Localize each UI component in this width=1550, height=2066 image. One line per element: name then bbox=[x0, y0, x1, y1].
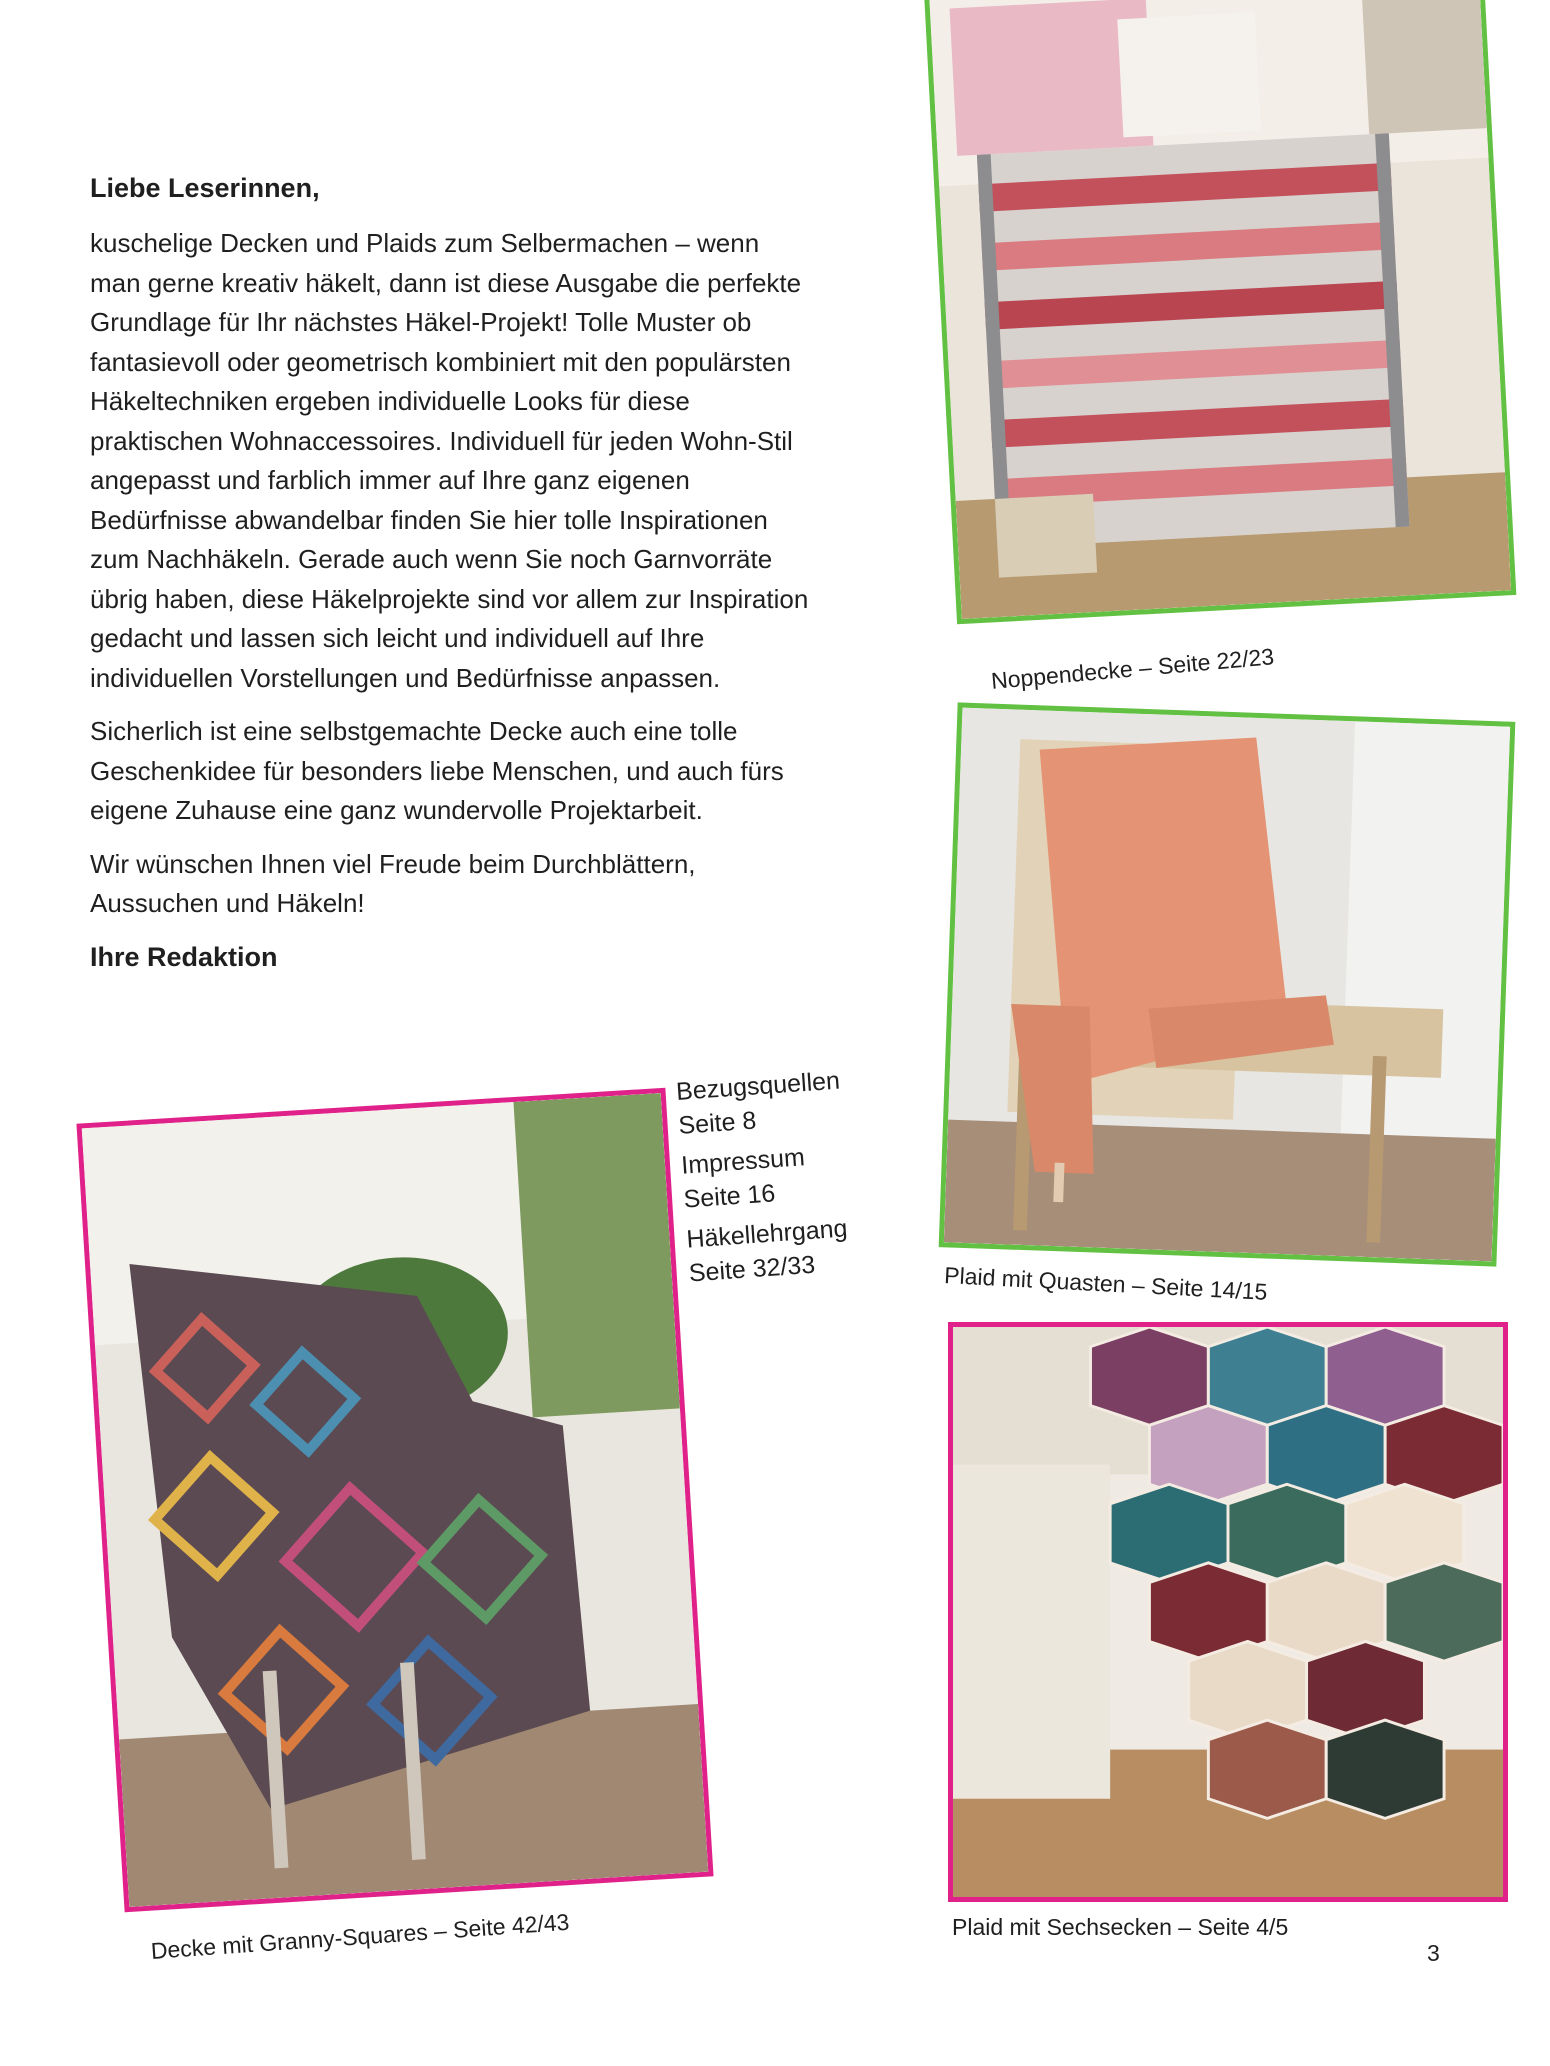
photo-quasten bbox=[939, 702, 1516, 1266]
signature: Ihre Redaktion bbox=[90, 941, 278, 972]
greeting-heading: Liebe Leserinnen, bbox=[90, 173, 320, 203]
ref-haekellehrgang-label: Häkellehrgang bbox=[685, 1214, 849, 1254]
photo-noppendecke bbox=[924, 0, 1517, 624]
ref-impressum-page: Seite 16 bbox=[682, 1179, 777, 1214]
intro-letter bbox=[90, 170, 810, 991]
caption-quasten: Plaid mit Quasten – Seite 14/15 bbox=[943, 1262, 1269, 1305]
ref-bezugsquellen-label: Bezugsquellen bbox=[675, 1066, 841, 1106]
page-number: 3 bbox=[1427, 1940, 1440, 1966]
caption-granny-squares: Decke mit Granny-Squares – Seite 42/43 bbox=[150, 1908, 571, 1964]
intro-paragraph-2: Sicherlich ist eine selbstgemachte Decke auch eine tolle Geschenkidee für besonders liebe Menschen, und auch fürs eigene Zuhause eine ganz wundervolle Projektarbeit. bbox=[90, 716, 784, 825]
references-list bbox=[675, 1064, 854, 1291]
intro-paragraph-3: Wir wünschen Ihnen viel Freude beim Durchblättern, Aussuchen und Häkeln! bbox=[90, 848, 696, 918]
photo-granny-squares bbox=[76, 1088, 713, 1913]
photo-sechsecken bbox=[948, 1322, 1508, 1902]
caption-noppendecke: Noppendecke – Seite 22/23 bbox=[990, 643, 1276, 694]
intro-paragraph-1: kuschelige Decken und Plaids zum Selbermachen – wenn man gerne kreativ häkelt, dann ist diese Ausgabe die perfekte Grundlage für Ihr nächstes Häkel-Projekt! Tolle Muster ob fantasievoll oder geometrisch kombiniert mit den populärsten Häkeltechniken ergeben individuelle Looks für diese praktischen Wohnaccessoires. Individuell für jeden Wohn-Stil angepasst und farblich immer auf Ihre ganz eigenen Bedürfnisse abwandelbar finden Sie hier tolle Inspirationen zum Nachhäkeln. Gerade auch wenn Sie noch Garnvorräte übrig haben, diese Häkelprojekte sind vor allem zur Inspiration gedacht und lassen sich leicht und individuell auf Ihre individuellen Vorstellungen und Bedürfnisse anpassen. bbox=[90, 228, 809, 693]
ref-haekellehrgang-page: Seite 32/33 bbox=[687, 1250, 817, 1288]
ref-bezugsquellen-page: Seite 8 bbox=[677, 1106, 758, 1140]
caption-sechsecken: Plaid mit Sechsecken – Seite 4/5 bbox=[952, 1914, 1289, 1940]
ref-impressum-label: Impressum bbox=[680, 1143, 806, 1180]
